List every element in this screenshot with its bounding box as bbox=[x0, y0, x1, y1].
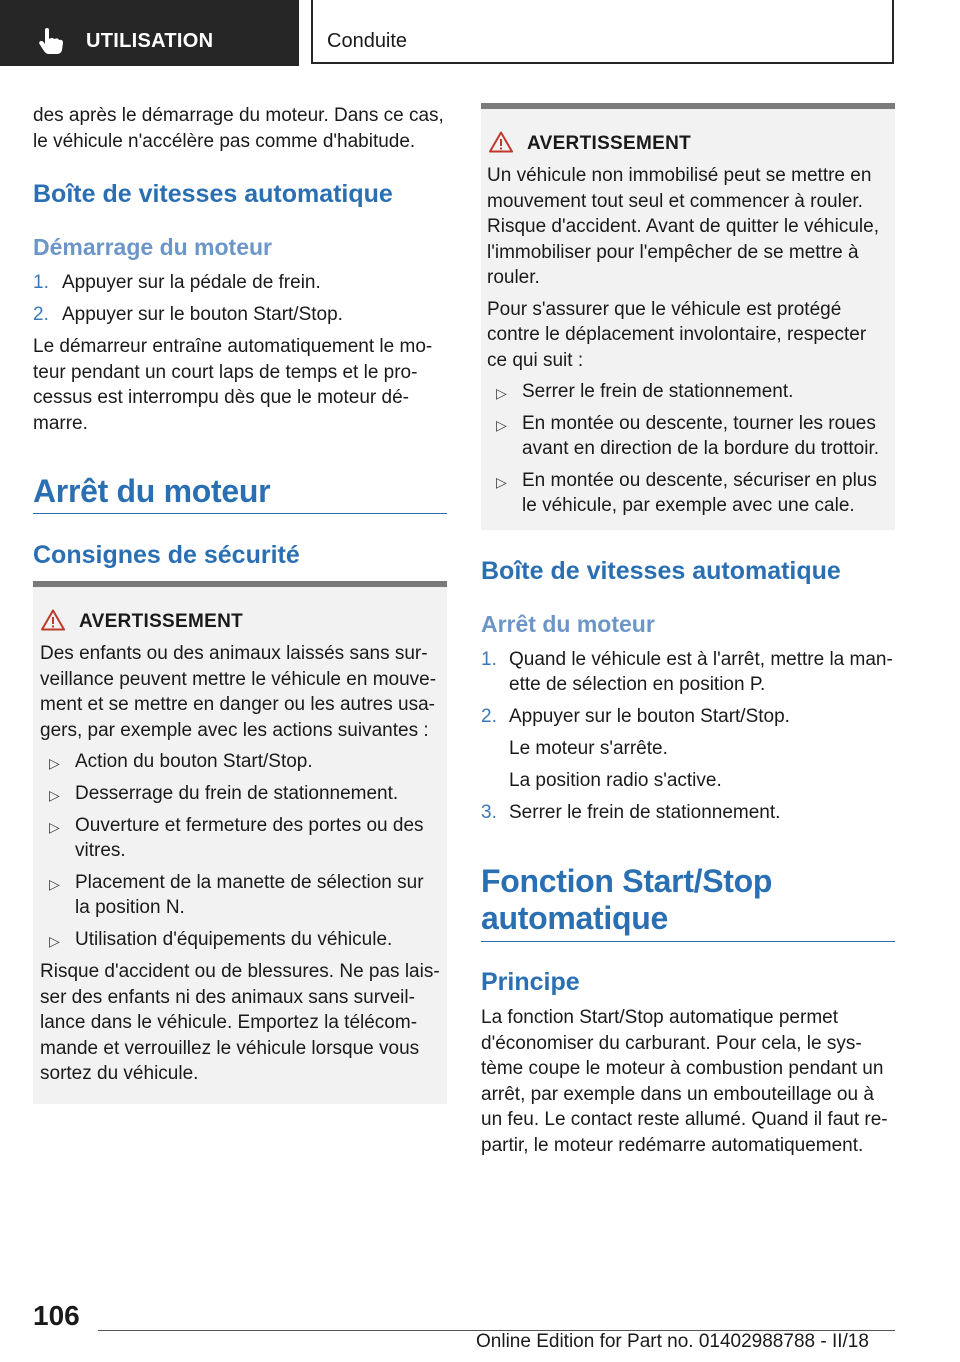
chapter-label: Conduite bbox=[327, 30, 408, 52]
bullet-text: Action du bouton Start/Stop. bbox=[75, 751, 313, 772]
principe-line: La fonction Start/Stop automatique permet bbox=[481, 1007, 838, 1028]
bullet-triangle-icon: ▷ bbox=[496, 417, 507, 433]
bullet-text: avant en direction de la bordure du trottoir. bbox=[522, 438, 880, 459]
para-line: Le démarreur entraîne automatiquement le mo- bbox=[33, 336, 433, 357]
step-number: 2. bbox=[33, 304, 49, 325]
heading-demarrage: Démarrage du moteur bbox=[33, 234, 273, 260]
warning-line: l'immobiliser pour l'empêcher de se mettre à bbox=[487, 242, 859, 263]
heading-fonction: automatique bbox=[481, 900, 668, 936]
step-note: La position radio s'active. bbox=[509, 770, 722, 791]
warning-line: mouvement tout seul et commencer à rouler. bbox=[487, 191, 863, 212]
hand-pointer-icon bbox=[38, 27, 64, 55]
warning-line: gers, par exemple avec les actions suivantes : bbox=[40, 720, 429, 741]
step-text: ette de sélection en position P. bbox=[509, 674, 766, 695]
bullet-text: vitres. bbox=[75, 840, 126, 861]
heading-fonction: Fonction Start/Stop bbox=[481, 863, 773, 899]
step-note: Le moteur s'arrête. bbox=[509, 738, 668, 759]
warning-box bbox=[481, 103, 895, 530]
step-text: Appuyer sur le bouton Start/Stop. bbox=[62, 304, 343, 325]
heading-boite: Boîte de vitesses automatique bbox=[481, 557, 841, 585]
bullet-triangle-icon: ▷ bbox=[49, 933, 60, 949]
warning-after-line: mande et verrouillez le véhicule lorsque vous bbox=[40, 1038, 420, 1059]
step-number: 1. bbox=[481, 649, 497, 670]
para-line: cessus est interrompu dès que le moteur dé- bbox=[33, 387, 409, 408]
bullet-triangle-icon: ▷ bbox=[49, 819, 60, 835]
page-number: 106 bbox=[33, 1300, 80, 1331]
warning-after-line: lance dans le véhicule. Emportez la télécom- bbox=[40, 1012, 418, 1033]
bullet-text: Placement de la manette de sélection sur bbox=[75, 872, 424, 893]
warning-line: rouler. bbox=[487, 267, 540, 288]
step-text: Appuyer sur la pédale de frein. bbox=[62, 272, 321, 293]
chapter-tab bbox=[311, 0, 894, 64]
warning-line: Des enfants ou des animaux laissés sans sur- bbox=[40, 643, 428, 664]
principe-line: partir, le moteur redémarre automatiquement. bbox=[481, 1135, 864, 1156]
heading-rule bbox=[33, 513, 447, 514]
warning-after-line: Risque d'accident ou de blessures. Ne pas lais- bbox=[40, 961, 440, 982]
bullet-text: Ouverture et fermeture des portes ou des bbox=[75, 815, 424, 836]
warning-title: AVERTISSEMENT bbox=[527, 133, 692, 154]
step-text: Serrer le frein de stationnement. bbox=[509, 802, 781, 823]
principe-line: tème coupe le moteur à combustion pendant un bbox=[481, 1058, 884, 1079]
heading-rule bbox=[481, 941, 895, 942]
warning-triangle-icon bbox=[41, 609, 65, 631]
warning-line2: ce qui suit : bbox=[487, 350, 584, 371]
bullet-text: Serrer le frein de stationnement. bbox=[522, 381, 794, 402]
bullet-triangle-icon: ▷ bbox=[49, 876, 60, 892]
warning-line: Risque d'accident. Avant de quitter le véhicule, bbox=[487, 216, 879, 237]
bullet-text: Desserrage du frein de stationnement. bbox=[75, 783, 399, 804]
heading-arret-moteur: Arrêt du moteur bbox=[481, 611, 655, 637]
bullet-triangle-icon: ▷ bbox=[49, 787, 60, 803]
bullet-text: le véhicule, par exemple avec une cale. bbox=[522, 495, 855, 516]
step-number: 3. bbox=[481, 802, 497, 823]
principe-line: d'économiser du carburant. Pour cela, le sys- bbox=[481, 1033, 862, 1054]
bullet-text: la position N. bbox=[75, 897, 185, 918]
section-label: UTILISATION bbox=[86, 30, 214, 52]
bullet-text: En montée ou descente, tourner les roues bbox=[522, 413, 876, 434]
bullet-triangle-icon: ▷ bbox=[49, 755, 60, 771]
edition-note: Online Edition for Part no. 01402988788 - II/18 bbox=[476, 1331, 869, 1352]
warning-line: Un véhicule non immobilisé peut se mettre en bbox=[487, 165, 872, 186]
heading-principe: Principe bbox=[481, 968, 580, 996]
step-number: 2. bbox=[481, 706, 497, 727]
warning-line2: contre le déplacement involontaire, respecter bbox=[487, 324, 867, 345]
para-line: marre. bbox=[33, 413, 88, 434]
intro-line: des après le démarrage du moteur. Dans ce cas, bbox=[33, 105, 444, 126]
bullet-text: Utilisation d'équipements du véhicule. bbox=[75, 929, 393, 950]
principe-line: un feu. Le contact reste allumé. Quand il faut re- bbox=[481, 1109, 888, 1130]
warning-bar bbox=[33, 581, 447, 587]
warning-bar bbox=[481, 103, 895, 109]
step-number: 1. bbox=[33, 272, 49, 293]
warning-title: AVERTISSEMENT bbox=[79, 611, 244, 632]
warning-after-line: sortez du véhicule. bbox=[40, 1063, 199, 1084]
warning-triangle-icon bbox=[489, 131, 513, 153]
warning-line: veillance peuvent mettre le véhicule en mouve- bbox=[40, 669, 437, 690]
step-text: Appuyer sur le bouton Start/Stop. bbox=[509, 706, 790, 727]
heading-consignes: Consignes de sécurité bbox=[33, 541, 300, 569]
warning-line: ment et se mettre en danger ou les autres usa- bbox=[40, 694, 435, 715]
bullet-triangle-icon: ▷ bbox=[496, 474, 507, 490]
heading-boite: Boîte de vitesses automatique bbox=[33, 180, 393, 208]
bullet-triangle-icon: ▷ bbox=[496, 385, 507, 401]
warning-after-line: ser des enfants ni des animaux sans surveil- bbox=[40, 987, 415, 1008]
para-line: teur pendant un court laps de temps et le pro- bbox=[33, 362, 418, 383]
warning-line2: Pour s'assurer que le véhicule est protégé bbox=[487, 299, 842, 320]
intro-line: le véhicule n'accélère pas comme d'habitude. bbox=[33, 131, 416, 152]
warning-box bbox=[33, 581, 447, 1104]
step-text: Quand le véhicule est à l'arrêt, mettre la man- bbox=[509, 649, 893, 670]
section-tab bbox=[0, 0, 299, 66]
principe-line: arrêt, par exemple dans un embouteillage ou à bbox=[481, 1084, 874, 1105]
bullet-text: En montée ou descente, sécuriser en plus bbox=[522, 470, 877, 491]
heading-arret: Arrêt du moteur bbox=[33, 473, 271, 509]
